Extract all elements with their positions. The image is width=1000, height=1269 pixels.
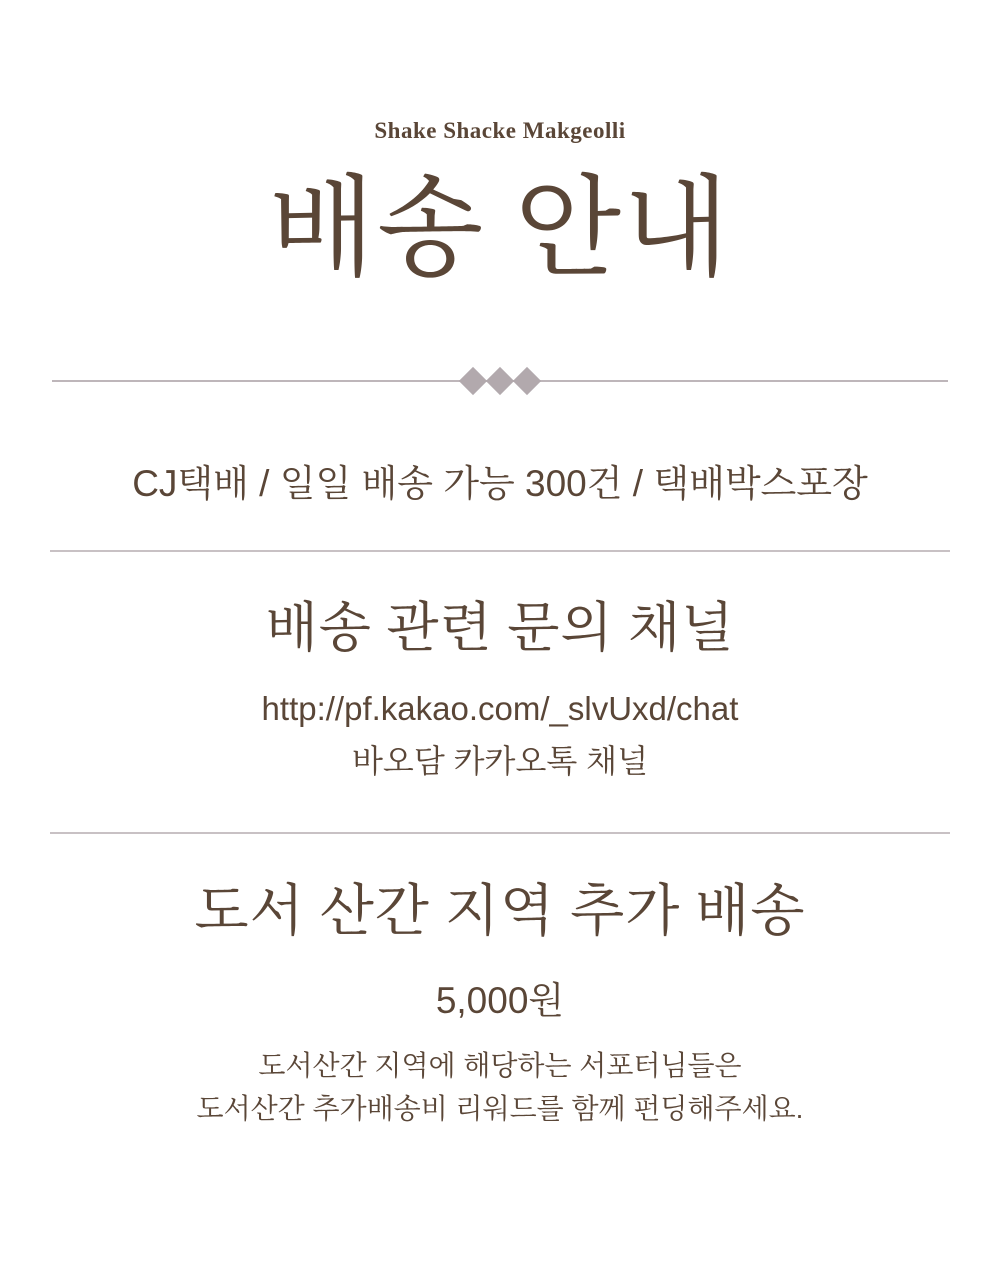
remote-area-heading: 도서 산간 지역 추가 배송 <box>194 881 806 943</box>
inquiry-channel-heading: 배송 관련 문의 채널 <box>265 598 735 658</box>
diamond-ornament-group <box>463 371 537 391</box>
section-divider <box>50 832 950 834</box>
remote-area-note-line1: 도서산간 지역에 해당하는 서포터님들은 <box>258 1050 742 1081</box>
kakao-channel-name: 바오담 카카오톡 채널 <box>352 743 648 779</box>
section-divider <box>50 550 950 552</box>
brand-subtitle: Shake Shacke Makgeolli <box>374 118 626 143</box>
diamond-icon <box>459 367 487 395</box>
remote-area-note <box>0 1044 1000 1130</box>
ornate-divider <box>52 367 948 395</box>
diamond-icon <box>513 367 541 395</box>
diamond-icon <box>486 367 514 395</box>
remote-area-note-line2: 도서산간 추가배송비 리워드를 함께 펀딩해주세요. <box>196 1093 804 1124</box>
kakao-channel-url: http://pf.kakao.com/_slvUxd/chat <box>261 690 739 727</box>
extra-shipping-fee: 5,000원 <box>435 980 565 1021</box>
shipping-summary-text: CJ택배 / 일일 배송 가능 300건 / 택배박스포장 <box>132 463 868 504</box>
page-title: 배송 안내 <box>268 168 732 290</box>
